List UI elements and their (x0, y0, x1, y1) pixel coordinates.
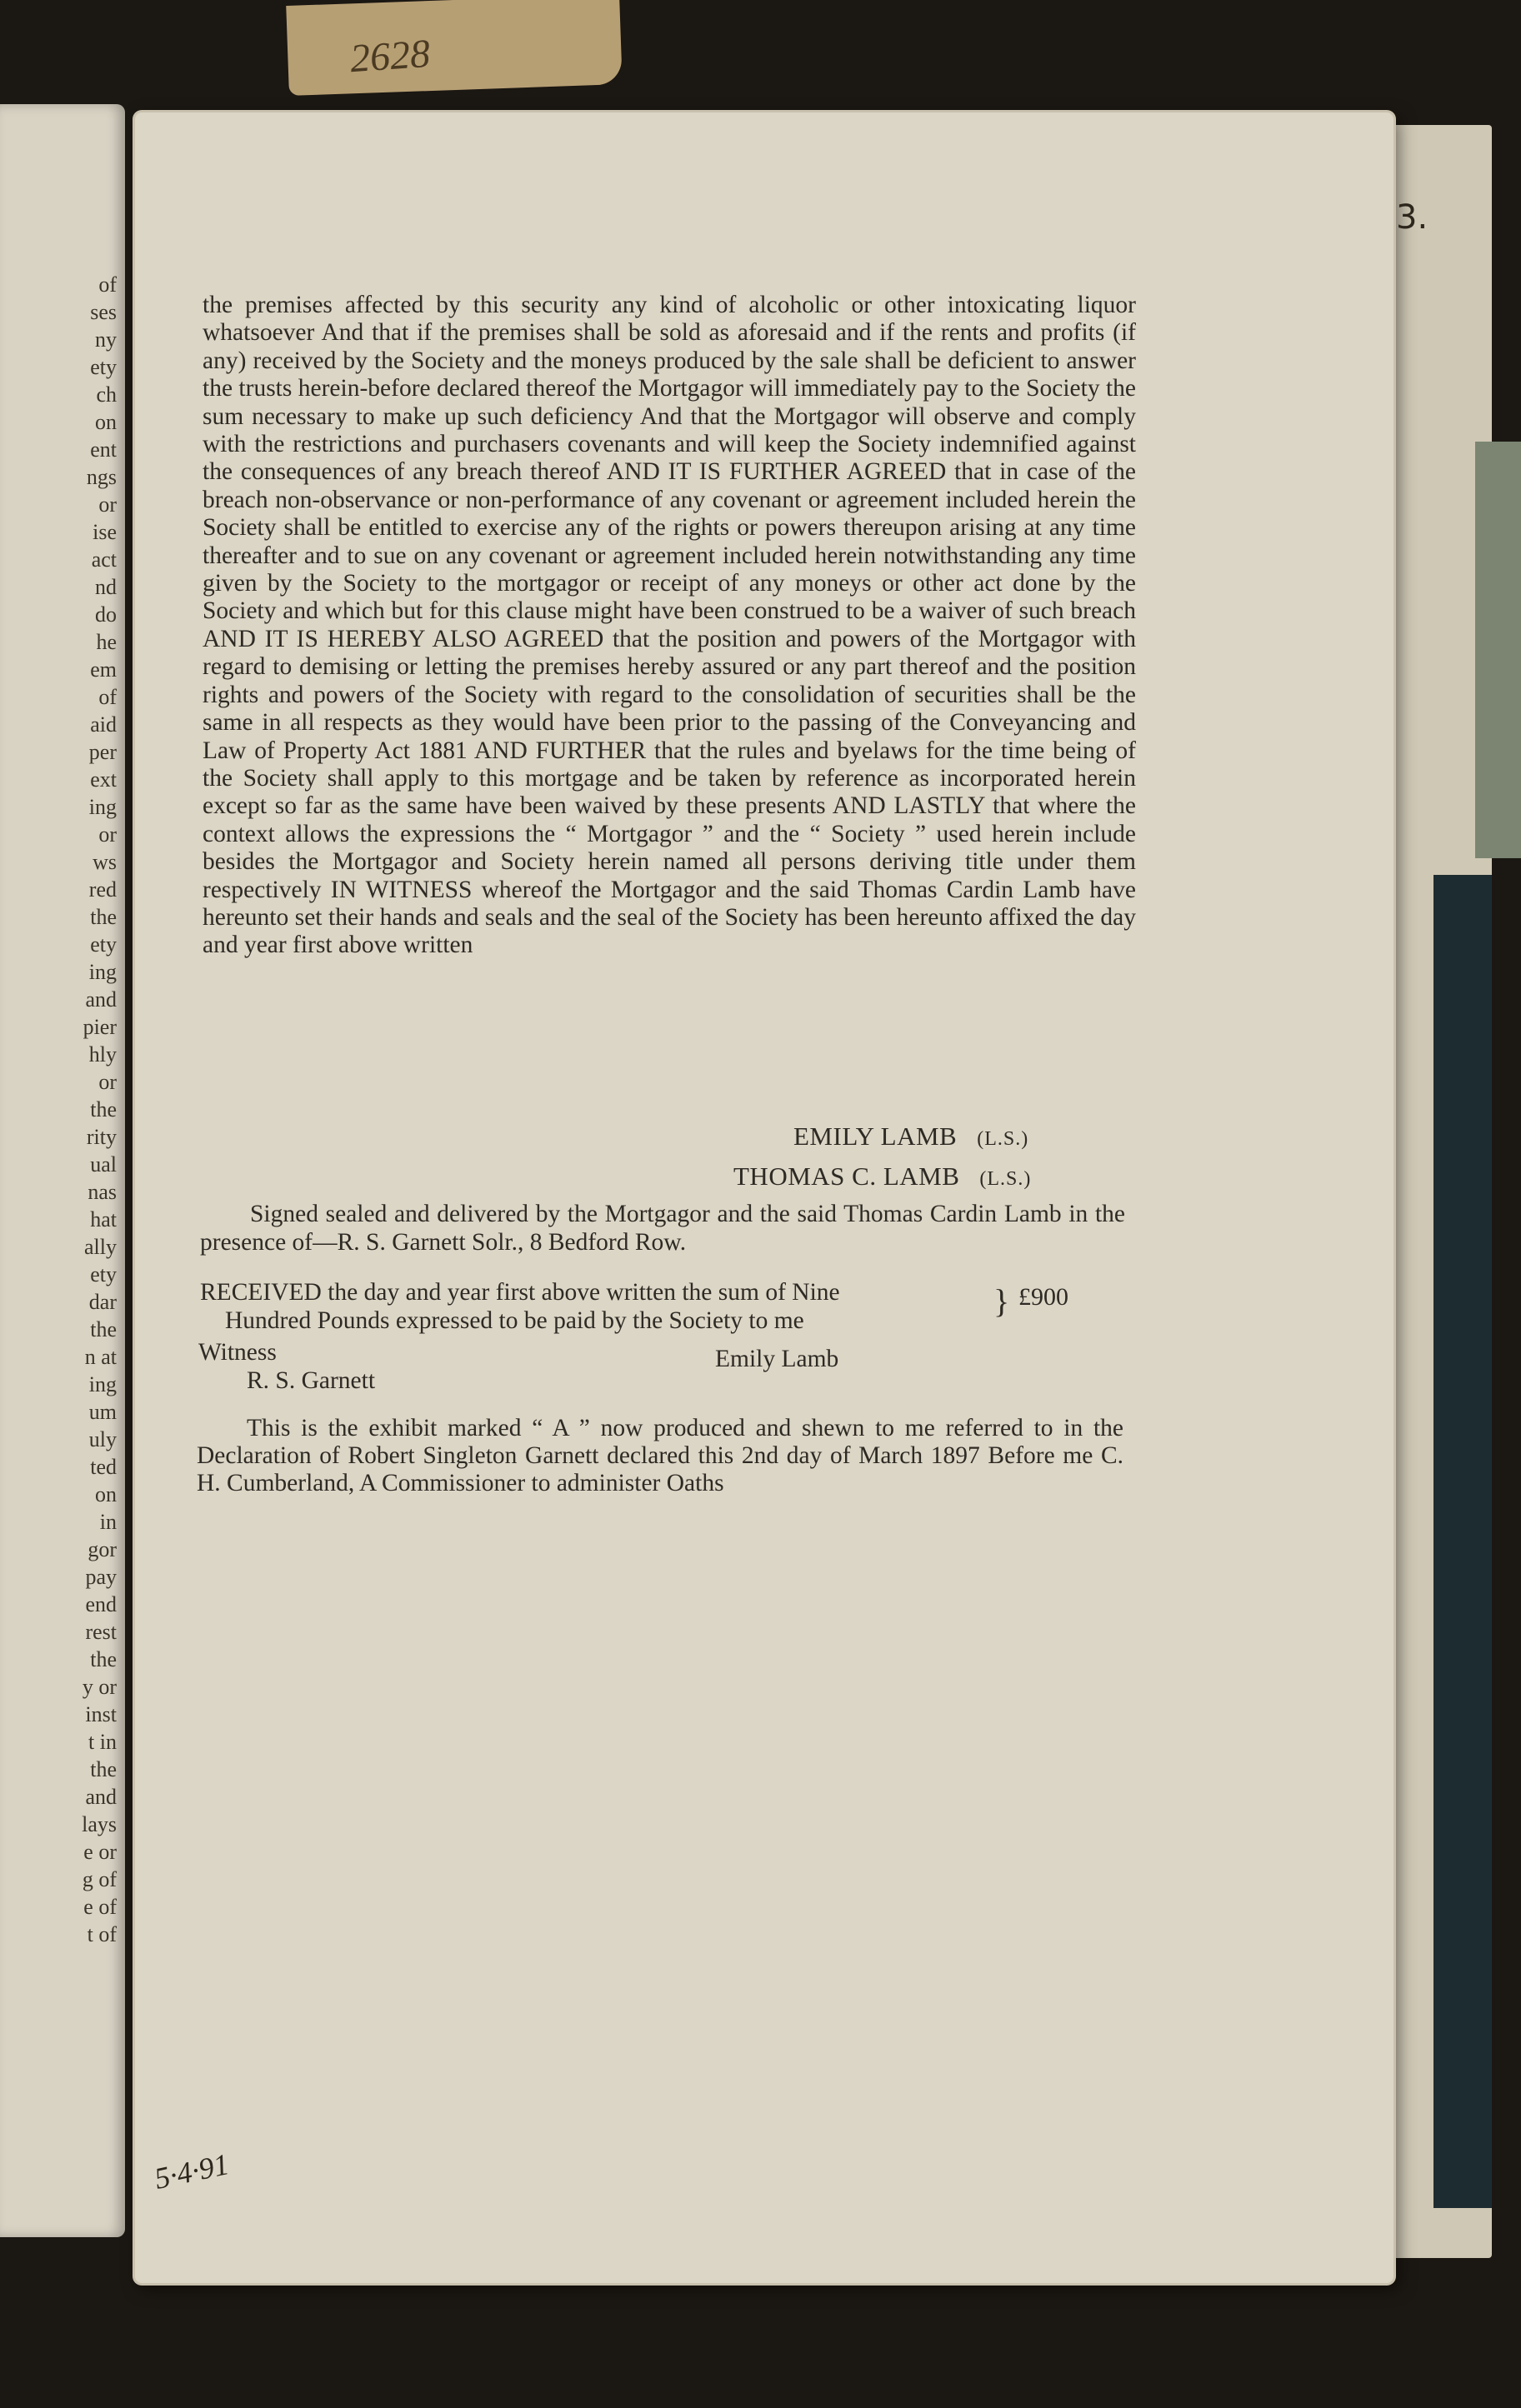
left-page-fragment: the (90, 1097, 117, 1122)
left-page-fragment: ise (93, 520, 117, 544)
left-page-fragment: or (98, 1070, 117, 1094)
left-page-fragment: nd (95, 575, 117, 599)
signature-thomas-lamb (733, 1162, 1031, 1192)
seal-mark: (L.S.) (979, 1168, 1032, 1190)
deed-body-text: the premises affected by this security any kind of alcoholic or other intoxicating liquor whatsoever And that if the premises shall be sold as aforesaid and if the rents and profits (if any) received by the Society and the moneys produced by the sale shall be deficient to answer the trusts herein-before declared thereof the Mortgagor will immediately pay to the Society the sum necessary to make up such deficiency And that the Mortgagor will observe and comply with the restrictions and purchasers covenants and will keep the Society indemnified against the consequences of any breach thereof AND IT IS FURTHER AGREED that in case of the breach non-observance or non-performance of any covenant or agreement included herein the Society shall be entitled to exercise any of the rights or powers thereupon arising at any time thereafter and to sue on any covenant or agreement included herein notwithstanding any time given by the Society to the mortgagor or receipt of any moneys or other act done by the Society and which but for this clause might have been construed to be a waiver of such breach AND IT IS HEREBY ALSO AGREED that the position and powers of the Mortgagor with regard to demising or letting the premises hereby assured or any part thereof and the position rights and powers of the Society with regard to the consolidation of securities shall be the same in all respects as they would have been prior to the passing of the Conveyancing and Law of Property Act 1881 AND FURTHER that the rules and byelaws for the time being of the Society shall apply to this mortgage and be taken by reference as incorporated herein except so far as the same have been waived by these presents AND LASTLY that where the context allows the expressions the “ Mortgagor ” and the “ Society ” used herein include besides the Mortgagor and Society herein named all persons deriving title under them respectively IN WITNESS whereof the Mortgagor and the said Thomas Cardin Lamb have hereunto set their hands and seals and the seal of the Society has been hereunto affixed the day and year first above written (203, 292, 1136, 959)
stamp-strip (1475, 442, 1521, 858)
left-page-fragment: on (95, 410, 117, 434)
left-page-fragment: on (95, 1482, 117, 1506)
left-page-fragment: ety (90, 355, 117, 379)
left-page-fragment: n at (84, 1345, 117, 1369)
left-page-fragment: t in (88, 1730, 117, 1754)
book-spine (1433, 875, 1492, 2208)
left-page-fragment: and (85, 1785, 117, 1809)
left-page-fragment: t of (87, 1922, 117, 1946)
receipt-brace: } (993, 1282, 1010, 1320)
left-page-fragment: ing (88, 960, 117, 984)
signature-emily-lamb (793, 1122, 1028, 1152)
left-page-fragment: per (88, 740, 117, 764)
left-page-fragment: in (99, 1510, 117, 1534)
left-page-fragment: y or (82, 1675, 117, 1699)
left-page-fragment: the (90, 905, 117, 929)
left-page-fragment: red (88, 877, 117, 902)
left-page-fragment: ual (90, 1152, 117, 1177)
left-page-fragment: e or (83, 1840, 117, 1864)
left-page-fragment: rest (85, 1620, 117, 1644)
left-page-fragment: or (98, 822, 117, 847)
left-page-fragment: nas (88, 1180, 117, 1204)
receipt-amount: £900 (1018, 1283, 1068, 1311)
receipt-signer: Emily Lamb (715, 1346, 839, 1372)
left-page-fragment: act (91, 547, 117, 572)
left-page-fragment: ent (90, 437, 117, 462)
left-page-fragment: ety (90, 932, 117, 957)
left-page-fragment: hly (88, 1042, 117, 1067)
archive-tab (286, 0, 623, 96)
left-page-fragment: and (85, 987, 117, 1012)
left-page-fragment: or (98, 492, 117, 517)
left-page-fragment: of (98, 685, 117, 709)
left-page-fragment: gor (88, 1537, 117, 1561)
signed-clause: Signed sealed and delivered by the Mortgagor and the said Thomas Cardin Lamb in the presence of—R. S. Garnett Solr., 8 Bedford Row. (200, 1201, 1125, 1256)
left-page-fragment: aid (90, 712, 117, 737)
left-page-fragment: he (96, 630, 117, 654)
left-page-fragments (82, 271, 117, 1948)
exhibit-note: This is the exhibit marked “ A ” now produced and shewn to me referred to in the Declaration of Robert Singleton Garnett declared this 2nd day of March 1897 Before me C. H. Cumberland, A Commissioner to administer Oaths (197, 1415, 1123, 1496)
left-page-fragment: ted (90, 1455, 117, 1479)
left-page-fragment: the (90, 1757, 117, 1781)
left-page-fragment: um (88, 1400, 117, 1424)
left-page-fragment: inst (85, 1702, 117, 1726)
witness-label: Witness (198, 1339, 277, 1366)
left-page-fragment: ngs (86, 465, 117, 489)
left-page-fragment: ch (96, 382, 117, 407)
left-page-fragment: ing (88, 1372, 117, 1396)
left-page-fragment: rity (86, 1125, 117, 1149)
signature-name: THOMAS C. LAMB (733, 1162, 960, 1191)
left-page-fragment: ety (90, 1262, 117, 1286)
left-page-fragment: hat (90, 1207, 117, 1231)
left-page-fragment: dar (88, 1290, 117, 1314)
left-page-fragment: ny (95, 327, 117, 352)
left-page-fragment: ws (93, 850, 117, 874)
left-page-fragment: the (90, 1317, 117, 1341)
left-page-fragment: ally (84, 1235, 117, 1259)
archive-tab-number: 2628 (348, 31, 432, 82)
left-page-fragment: pay (85, 1565, 117, 1589)
receipt-line-1: RECEIVED the day and year first above written the sum of Nine (200, 1279, 840, 1306)
left-page-fragment: do (95, 602, 117, 627)
handwritten-date: 5·4·91 (151, 2147, 233, 2196)
left-page-fragment: ses (90, 300, 117, 324)
left-page-fragment: g of (82, 1867, 117, 1891)
signature-name: EMILY LAMB (793, 1122, 958, 1151)
left-page-fragment: uly (88, 1427, 117, 1451)
page-number: 3. (1396, 198, 1428, 237)
left-page-fragment: em (90, 657, 117, 682)
left-page-fragment: lays (82, 1812, 117, 1836)
left-page-fragment: the (90, 1647, 117, 1671)
left-page-fragment: ing (88, 795, 117, 819)
left-page-fragment: of (98, 272, 117, 297)
seal-mark: (L.S.) (977, 1128, 1029, 1150)
left-page-fragment: e of (83, 1895, 117, 1919)
left-page-fragment: pier (83, 1015, 117, 1039)
receipt-line-2: Hundred Pounds expressed to be paid by the Society to me (225, 1307, 804, 1334)
witness-name: R. S. Garnett (247, 1367, 376, 1394)
left-page-fragment: ext (90, 767, 117, 792)
left-page (0, 104, 125, 2237)
left-page-fragment: end (85, 1592, 117, 1616)
